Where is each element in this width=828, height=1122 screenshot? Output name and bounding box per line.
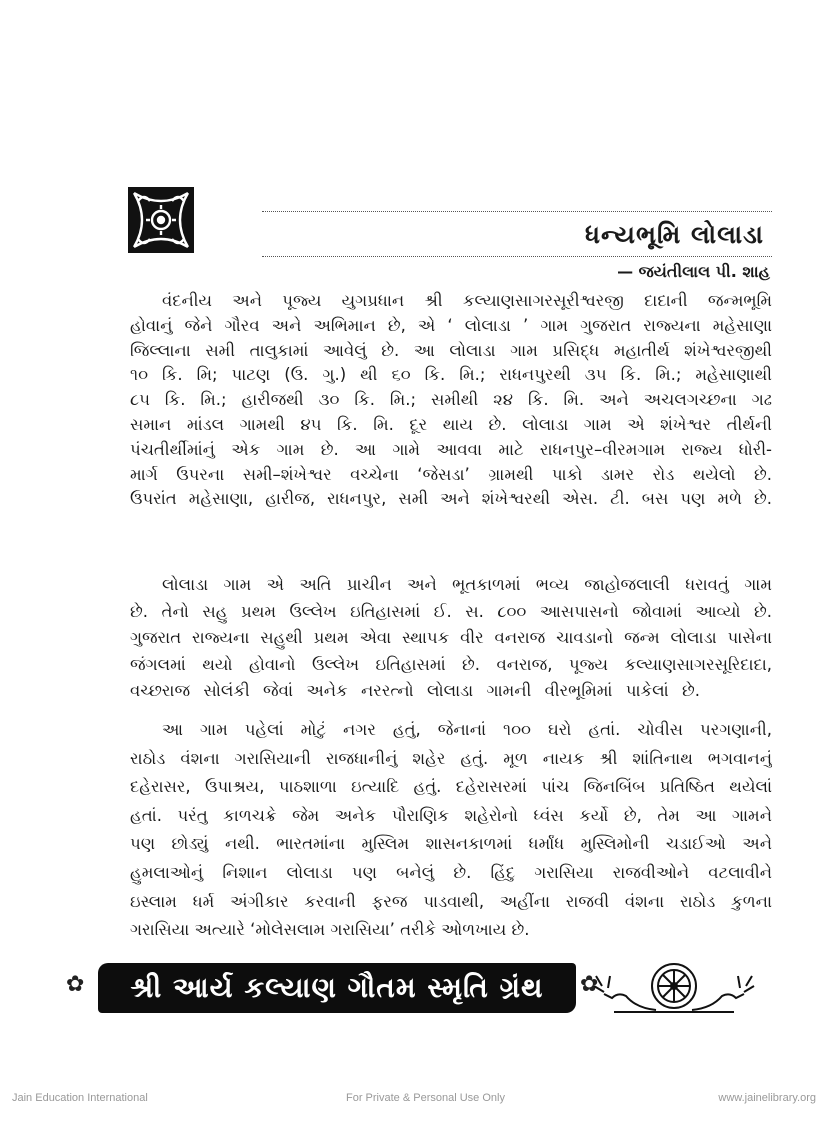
flourish-left-icon: ✿ bbox=[66, 972, 85, 997]
text-line: દહેરાસર, ઉપાશ્રય, પાઠશાળા ઇત્યાદિ હતું. દહેરાસરમાં પાંચ જિનબિંબ પ્રતિષ્ઠિત થયેલાં bbox=[130, 777, 772, 797]
text-line: વચ્છરાજ સોલંકી જેવાં અનેક નરરત્નો લોલાડા ગામની વીરભૂમિમાં પાકેલાં છે. bbox=[130, 681, 700, 701]
text-line: રાઠોડ વંશના ગરાસિયાની રાજધાનીનું શહેર હતું. મૂળ નાયક શ્રી શાંતિનાથ ભગવાનનું bbox=[130, 748, 772, 768]
article-author: — જયંતીલાલ પી. શાહ bbox=[617, 262, 770, 281]
decorative-ornament-block bbox=[128, 187, 194, 253]
text-line: જિલ્લાના સમી તાલુકામાં આવેલું છે. આ લોલાડા ગામ પ્રસિદ્ધ મહાતીર્થ શંખેશ્વરજીથી bbox=[130, 340, 772, 360]
paragraph-3 bbox=[130, 716, 772, 945]
floral-ornament-icon bbox=[128, 187, 194, 253]
footer-center: For Private & Personal Use Only bbox=[346, 1092, 505, 1104]
paragraph-1 bbox=[130, 289, 772, 512]
article-title: ધન્યભૂમિ લોલાડા bbox=[584, 220, 764, 249]
text-line: હતાં. પરંતુ કાળચક્રે જેમ અનેક પૌરાણિક શહેરોનો ધ્વંસ કર્યો છે, તેમ આ ગામને bbox=[130, 805, 772, 825]
dharma-chakra-deer-emblem-icon bbox=[584, 958, 764, 1018]
text-line: જંગલમાં થયો હોવાનો ઉલ્લેખ ઇતિહાસમાં છે. વનરાજ, પૂજ્ય કલ્યાણસાગરસૂરિદાદા, bbox=[130, 654, 772, 674]
text-line: ઇસ્લામ ધર્મ અંગીકાર કરવાની ફરજ પાડવાથી, અહીંના રાજવી વંશના રાઠોડ કુળના bbox=[130, 891, 772, 911]
text-line: માર્ગ ઉપરના સમી–શંખેશ્વર વચ્ચેના ‘જેસડા’ ગ્રામથી પાકો ડામર રોડ થયેલો છે. bbox=[130, 464, 772, 484]
flourish-right-icon: ✿ bbox=[580, 972, 599, 997]
title-rule-bottom bbox=[262, 256, 772, 257]
text-line: વંદનીય અને પૂજ્ય યુગપ્રધાન શ્રી કલ્યાણસાગરસૂરીશ્વરજી દાદાની જન્મભૂમિ bbox=[162, 291, 772, 310]
text-line: લોલાડા ગામ એ અતિ પ્રાચીન અને ભૂતકાળમાં ભવ્ય જાહોજલાલી ધરાવતું ગામ bbox=[162, 575, 772, 594]
footer-link[interactable]: www.jainelibrary.org bbox=[718, 1092, 816, 1104]
text-line: હુમલાઓનું નિશાન લોલાડા પણ બનેલું છે. હિંદુ ગરાસિયા રાજવીઓને વટલાવીને bbox=[130, 862, 772, 882]
text-line: ૧૦ કિ. મિ; પાટણ (ઉ. ગુ.) થી ૬૦ કિ. મિ.; રાધનપુરથી ૩૫ કિ. મિ.; મહેસાણાથી bbox=[130, 365, 772, 385]
banner-text: શ્રી આર્ય કલ્યાણ ગૌતમ સ્મૃતિ ગ્રંથ bbox=[130, 971, 544, 1004]
text-line: ગુજરાત રાજ્યના સહુથી પ્રથમ એવા સ્થાપક વીર વનરાજ ચાવડાનો જન્મ લોલાડા પાસેના bbox=[130, 628, 772, 648]
footer-left: Jain Education International bbox=[12, 1092, 148, 1104]
text-line: છે. તેનો સહુ પ્રથમ ઉલ્લેખ ઇતિહાસમાં ઈ. સ. ૮૦૦ આસપાસનો જોવામાં આવ્યો છે. bbox=[130, 601, 772, 621]
title-rule-top bbox=[262, 211, 772, 212]
text-line: આ ગામ પહેલાં મોટું નગર હતું, જેનાનાં ૧૦૦ ઘરો હતાં. ચોવીસ પરગણાની, bbox=[162, 720, 772, 739]
paragraph-2 bbox=[130, 572, 772, 705]
text-line: સમાન માંડલ ગામથી ૪૫ કિ. મિ. દૂર થાય છે. લોલાડા ગામ એ શંખેશ્વર તીર્થની bbox=[130, 414, 772, 434]
text-line: પણ છોડ્યું નથી. ભારતમાંના મુસ્લિમ શાસનકાળમાં ધર્માંધ મુસ્લિમોની ચડાઈઓ અને bbox=[130, 834, 772, 854]
book-title-banner bbox=[98, 963, 576, 1013]
text-line: હોવાનું જેને ગૌરવ અને અભિમાન છે, એ ‘ લોલાડા ’ ગામ ગુજરાત રાજ્યના મહેસાણા bbox=[130, 315, 772, 335]
text-line: પંચતીર્થીમાંનું એક ગામ છે. આ ગામે આવવા માટે રાધનપુર–વીરમગામ રાજ્ય ધોરી- bbox=[130, 439, 772, 459]
text-line: ગરાસિયા અત્યારે ‘મોલેસલામ ગરાસિયા’ તરીકે ઓળખાય છે. bbox=[130, 920, 530, 940]
text-line: ૮૫ કિ. મિ.; હારીજથી ૩૦ કિ. મિ.; સમીથી ૨૪ કિ. મિ. અને અચલગચ્છના ગઢ bbox=[130, 390, 772, 410]
text-line: ઉપરાંત મહેસાણા, હારીજ, રાધનપુર, સમી અને શંખેશ્વરથી એસ. ટી. બસ પણ મળે છે. bbox=[130, 489, 772, 509]
